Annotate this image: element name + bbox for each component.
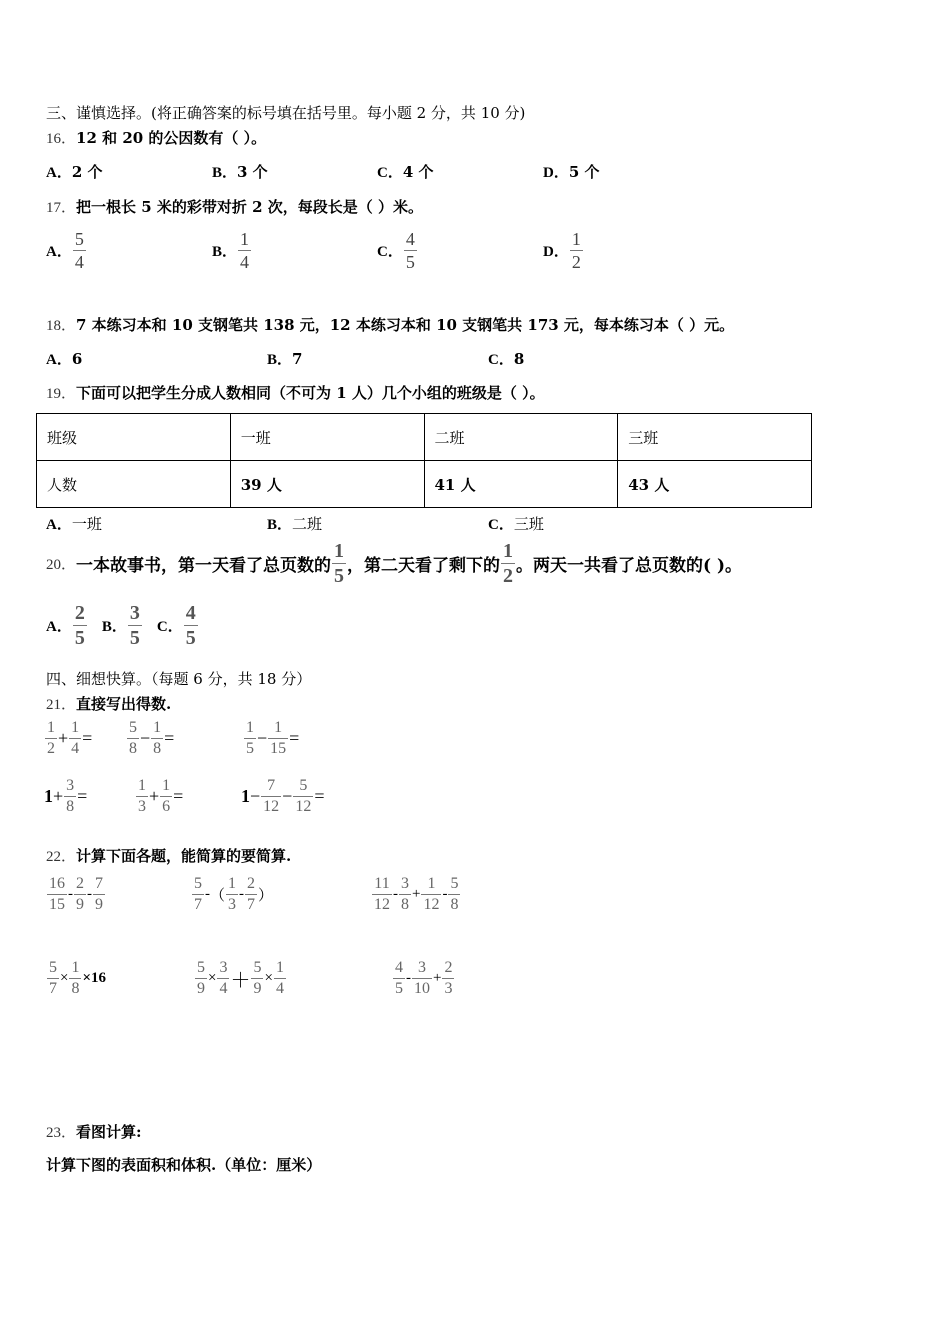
section-4-title: 四、细想快算。（每题 6 分，共 18 分） [46,670,312,688]
q20-option-b-label: B． [101,619,127,635]
fraction: $\frac{7}{9}$ [95,875,103,913]
fraction: $\frac{5}{8}$ [450,875,459,913]
question-text: 直接写出得数. [76,695,172,713]
q22-problem-5: $\frac{5}{9}$ × $\frac{3}{4}$ ＋ $\frac{5}{9}$ × $\frac{1}{4}$ [197,959,284,997]
table-cell: 一班 [230,414,424,461]
q22-problem-4: $\frac{5}{7}$ × $\frac{1}{8}$ ×16 [49,959,107,997]
fraction: $\frac{7}{12}$ [263,777,280,815]
q18-option-c: C．8 [488,350,525,368]
q16-option-d: D．5 个 [543,163,600,181]
table-row [37,461,812,508]
fraction: $\frac{4}{5}$ [185,602,196,649]
q22-problem-6: $\frac{4}{5}$ - $\frac{3}{10}$ + $\frac{2}{3}$ [395,959,453,997]
fraction: $\frac{1}{3}$ [138,777,146,815]
fraction: $\frac{1}{3}$ [228,875,237,913]
q17-option-c: C． $\frac{4}{5}$ [377,229,415,272]
fraction: $\frac{1}{12}$ [423,875,440,913]
fraction: $\frac{2}{3}$ [444,959,453,997]
fraction: $\frac{3}{4}$ [219,959,228,997]
q21-expr-1: $\frac{1}{2}$ + $\frac{1}{4}$ = [47,719,93,757]
q21-expr-4: 1 + $\frac{3}{8}$ = [44,777,88,815]
question-text: 计算下面各题，能简算的要简算. [76,847,292,865]
fraction: $\frac{1}{5}$ [334,540,345,587]
q20-options [46,603,199,648]
q21-expr-2: $\frac{5}{8}$ − $\frac{1}{8}$ = [129,719,175,757]
fraction: $\frac{1}{4}$ [240,229,250,272]
question-text: 7 本练习本和 10 支钢笔共 138 元，12 本练习本和 10 支钢笔共 173 元，每本练习本（ ）元。 [76,316,735,334]
question-20: 20． 一本故事书，第一天看了总页数的 $\frac{1}{5}$ ，第二天看了剩下的 $\frac{1}{2}$ 。两天一共看了总页数的( )。 [46,540,743,587]
question-text: 12 和 20 的公因数有（ ）。 [76,129,267,147]
q16-option-c: C．4 个 [377,163,434,181]
q21-expr-3: $\frac{1}{5}$ − $\frac{1}{15}$ = [246,719,300,757]
fraction: $\frac{5}{4}$ [74,229,84,272]
question-21 [46,693,171,714]
q17-option-b: B． $\frac{1}{4}$ [212,229,250,272]
class-size-table [36,413,812,508]
q22-problem-2: $\frac{5}{7}$ - （ $\frac{1}{3}$ - $\frac{2}{7}$ ） [194,875,274,913]
question-text: 看图计算: [76,1123,142,1141]
fraction: $\frac{4}{5}$ [395,959,403,997]
question-number: 17． [46,200,77,216]
table-cell: 41 人 [424,461,618,508]
q17-option-a: A． $\frac{5}{4}$ [46,229,84,272]
table-cell: 人数 [37,461,231,508]
table-cell: 二班 [424,414,618,461]
q18-option-b: B．7 [267,350,303,368]
question-number: 19． [46,386,77,402]
q16-option-a: A．2 个 [46,163,103,181]
question-number: 16． [46,131,77,147]
fraction: $\frac{5}{12}$ [295,777,312,815]
q22-problem-3: $\frac{11}{12}$ - $\frac{3}{8}$ + $\frac{1}{12}$ - $\frac{5}{8}$ [374,875,459,913]
fraction: $\frac{1}{8}$ [153,719,162,757]
fraction: $\frac{1}{4}$ [275,959,284,997]
question-18 [46,314,734,335]
fraction: $\frac{3}{10}$ [414,959,430,997]
fraction: $\frac{3}{8}$ [66,777,75,815]
question-22 [46,845,291,866]
fraction: $\frac{5}{8}$ [129,719,137,757]
q22-problem-1: $\frac{16}{15}$ - $\frac{2}{9}$ - $\frac{7}{9}$ [49,875,103,913]
fraction: $\frac{11}{12}$ [374,875,390,913]
q18-option-a: A．6 [46,350,83,368]
fraction: $\frac{1}{2}$ [47,719,55,757]
q16-option-b: B．3 个 [212,163,268,181]
question-text: 下面可以把学生分成人数相同（不可为 1 人）几个小组的班级是（ ）。 [76,384,545,402]
fraction: $\frac{5}{9}$ [197,959,205,997]
q20-option-c-label: C． [156,619,183,635]
q21-expr-5: $\frac{1}{3}$ + $\frac{1}{6}$ = [138,777,184,815]
q19-option-a: A．一班 [46,515,102,533]
table-cell: 班级 [37,414,231,461]
fraction: $\frac{1}{4}$ [71,719,80,757]
section-3-title: 三、谨慎选择。(将正确答案的标号填在括号里。每小题 2 分，共 10 分) [46,104,526,122]
question-number: 23． [46,1125,77,1141]
fraction: $\frac{1}{5}$ [246,719,254,757]
question-16 [46,127,266,148]
fraction: $\frac{3}{8}$ [401,875,409,913]
fraction: $\frac{5}{7}$ [194,875,202,913]
question-23 [46,1121,142,1142]
table-cell: 39 人 [230,461,424,508]
fraction: $\frac{1}{15}$ [270,719,287,757]
question-number: 20． [46,557,77,573]
fraction: $\frac{1}{8}$ [71,959,80,997]
q19-option-b: B．二班 [267,515,323,533]
fraction: $\frac{1}{2}$ [571,229,581,272]
question-text: 把一根长 5 米的彩带对折 2 次，每段长是（ ）米。 [76,198,424,216]
table-cell: 43 人 [618,461,812,508]
fraction: $\frac{16}{15}$ [49,875,65,913]
fraction: $\frac{1}{2}$ [503,540,514,587]
fraction: $\frac{1}{6}$ [162,777,171,815]
fraction: $\frac{4}{5}$ [405,229,415,272]
fraction: $\frac{3}{5}$ [129,602,140,649]
q17-option-d: D． $\frac{1}{2}$ [543,229,581,272]
question-number: 18． [46,318,77,334]
question-17 [46,196,423,217]
q20-option-a-label: A． [46,619,72,635]
question-19 [46,382,545,403]
question-23-subtext: 计算下图的表面积和体积.（单位：厘米） [46,1156,322,1174]
table-row [37,414,812,461]
q19-option-c: C．三班 [488,515,544,533]
fraction: $\frac{2}{5}$ [74,602,85,649]
table-cell: 三班 [618,414,812,461]
question-number: 21． [46,697,77,713]
q21-expr-6: 1 − $\frac{7}{12}$ − $\frac{5}{12}$ = [241,777,325,815]
fraction: $\frac{2}{7}$ [247,875,256,913]
fraction: $\frac{5}{7}$ [49,959,57,997]
question-number: 22． [46,849,77,865]
fraction: $\frac{5}{9}$ [253,959,262,997]
fraction: $\frac{2}{9}$ [76,875,84,913]
